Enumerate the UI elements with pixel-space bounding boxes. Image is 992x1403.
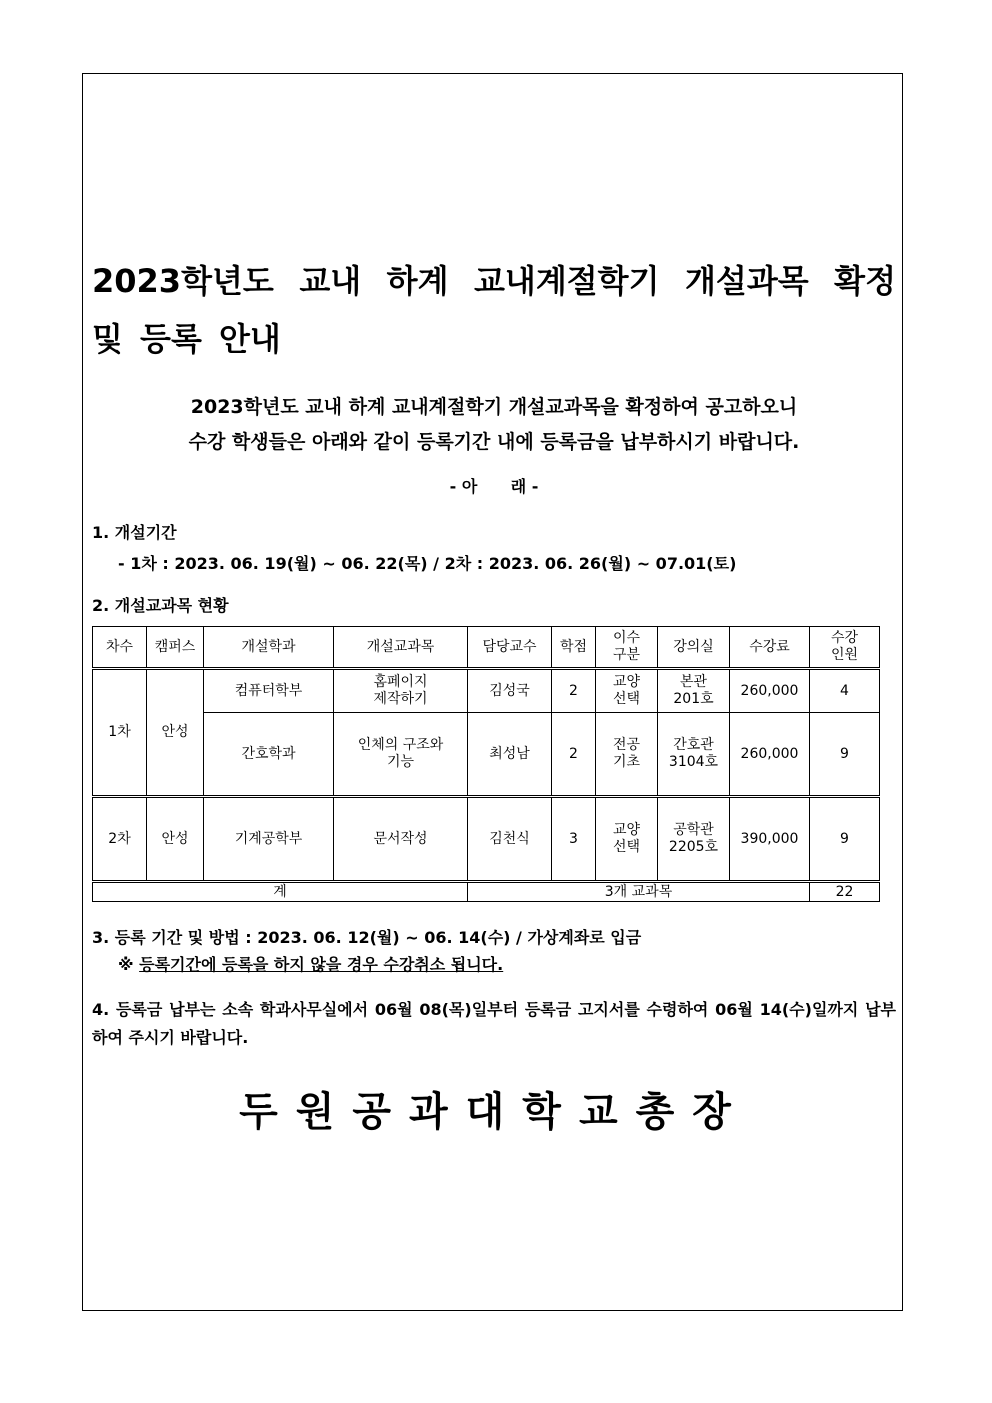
header-round: 차수 [93, 627, 147, 669]
cell-round: 2차 [93, 797, 147, 882]
section3-note [118, 952, 503, 975]
cell-room-line2: 201호 [673, 691, 714, 707]
cell-dept: 기계공학부 [204, 797, 334, 882]
total-label: 계 [93, 882, 468, 902]
total-courses: 3개 교과목 [468, 882, 810, 902]
cell-dept: 간호학과 [204, 713, 334, 797]
cell-prof: 최성남 [468, 713, 552, 797]
section4-paragraph: 4. 등록금 납부는 소속 학과사무실에서 06월 08(목)일부터 등록금 고지서를 수령하여 06월 14(수)일까지 납부하여 주시기 바랍니다. [92, 1000, 896, 1047]
cell-type [596, 797, 658, 882]
cell-credit: 3 [552, 797, 596, 882]
intro-line-1: 2023학년도 교내 하계 교내계절학기 개설교과목을 확정하여 공고하오니 [190, 396, 798, 418]
cell-prof: 김성국 [468, 669, 552, 713]
cell-type [596, 669, 658, 713]
document-title: 2023학년도 교내 하계 교내계절학기 개설과목 확정 및 등록 안내 [92, 262, 896, 358]
cell-room-line1: 본관 [679, 674, 708, 690]
header-dept: 개설학과 [204, 627, 334, 669]
total-count: 22 [810, 882, 880, 902]
section1-period: - 1차 : 2023. 06. 19(월) ~ 06. 22(목) / 2차 : 2023. 06. 26(월) ~ 07.01(토) [118, 554, 737, 573]
section1-heading: 1. 개설기간 [92, 523, 177, 542]
cell-type-line1: 교양 [612, 822, 641, 838]
cell-course [334, 713, 468, 797]
cell-room-line1: 공학관 [673, 822, 714, 838]
cell-fee: 390,000 [730, 797, 810, 882]
cell-campus: 안성 [147, 669, 204, 797]
cell-fee: 260,000 [730, 669, 810, 713]
header-course: 개설교과목 [334, 627, 468, 669]
header-count-line1: 수강 [830, 630, 859, 646]
cell-course-line1: 홈페이지 [373, 674, 428, 690]
header-prof: 담당교수 [468, 627, 552, 669]
table-row [93, 797, 880, 882]
cell-type-line1: 전공 [612, 737, 641, 753]
cell-course [334, 669, 468, 713]
table-total-row [93, 882, 880, 902]
cell-type-line2: 선택 [612, 839, 641, 855]
signature: 두원공과대학교총장 [239, 1089, 749, 1135]
cell-dept: 컴퓨터학부 [204, 669, 334, 713]
table-row [93, 713, 880, 797]
cell-type [596, 713, 658, 797]
cell-campus: 안성 [147, 797, 204, 882]
cell-count: 9 [810, 797, 880, 882]
section3-heading: 3. 등록 기간 및 방법 : 2023. 06. 12(월) ~ 06. 14(수) / 가상계좌로 입금 [92, 928, 642, 947]
course-table [92, 626, 880, 902]
reference-mark: ※ [118, 955, 134, 974]
header-type-line1: 이수 [612, 630, 641, 646]
header-count [810, 627, 880, 669]
cell-credit: 2 [552, 669, 596, 713]
cell-type-line2: 선택 [612, 691, 641, 707]
cell-room-line2: 2205호 [668, 839, 719, 855]
cell-type-line2: 기초 [612, 754, 641, 770]
cell-room [658, 797, 730, 882]
cell-course-line2: 제작하기 [373, 691, 428, 707]
a-rae-heading: - 아 래 - [449, 477, 539, 496]
cell-round: 1차 [93, 669, 147, 797]
intro-line-2: 수강 학생들은 아래와 같이 등록기간 내에 등록금을 납부하시기 바랍니다. [188, 431, 800, 453]
cell-fee: 260,000 [730, 713, 810, 797]
cell-course-line1: 인체의 구조와 [357, 737, 444, 753]
cell-room [658, 713, 730, 797]
cell-room-line2: 3104호 [668, 754, 719, 770]
header-room: 강의실 [658, 627, 730, 669]
table-header-row [93, 627, 880, 669]
cell-room [658, 669, 730, 713]
header-credit: 학점 [552, 627, 596, 669]
header-count-line2: 인원 [830, 647, 859, 663]
section2-heading: 2. 개설교과목 현황 [92, 596, 229, 615]
cell-count: 9 [810, 713, 880, 797]
cell-prof: 김천식 [468, 797, 552, 882]
header-campus: 캠퍼스 [147, 627, 204, 669]
table-row [93, 669, 880, 713]
cell-type-line1: 교양 [612, 674, 641, 690]
note-text: 등록기간에 등록을 하지 않을 경우 수강취소 됩니다. [139, 955, 504, 974]
cell-count: 4 [810, 669, 880, 713]
intro-paragraph [92, 390, 896, 460]
header-type [596, 627, 658, 669]
cell-course-line2: 기능 [386, 754, 415, 770]
header-fee: 수강료 [730, 627, 810, 669]
cell-room-line1: 간호관 [673, 737, 714, 753]
cell-credit: 2 [552, 713, 596, 797]
cell-course: 문서작성 [334, 797, 468, 882]
header-type-line2: 구분 [612, 647, 641, 663]
